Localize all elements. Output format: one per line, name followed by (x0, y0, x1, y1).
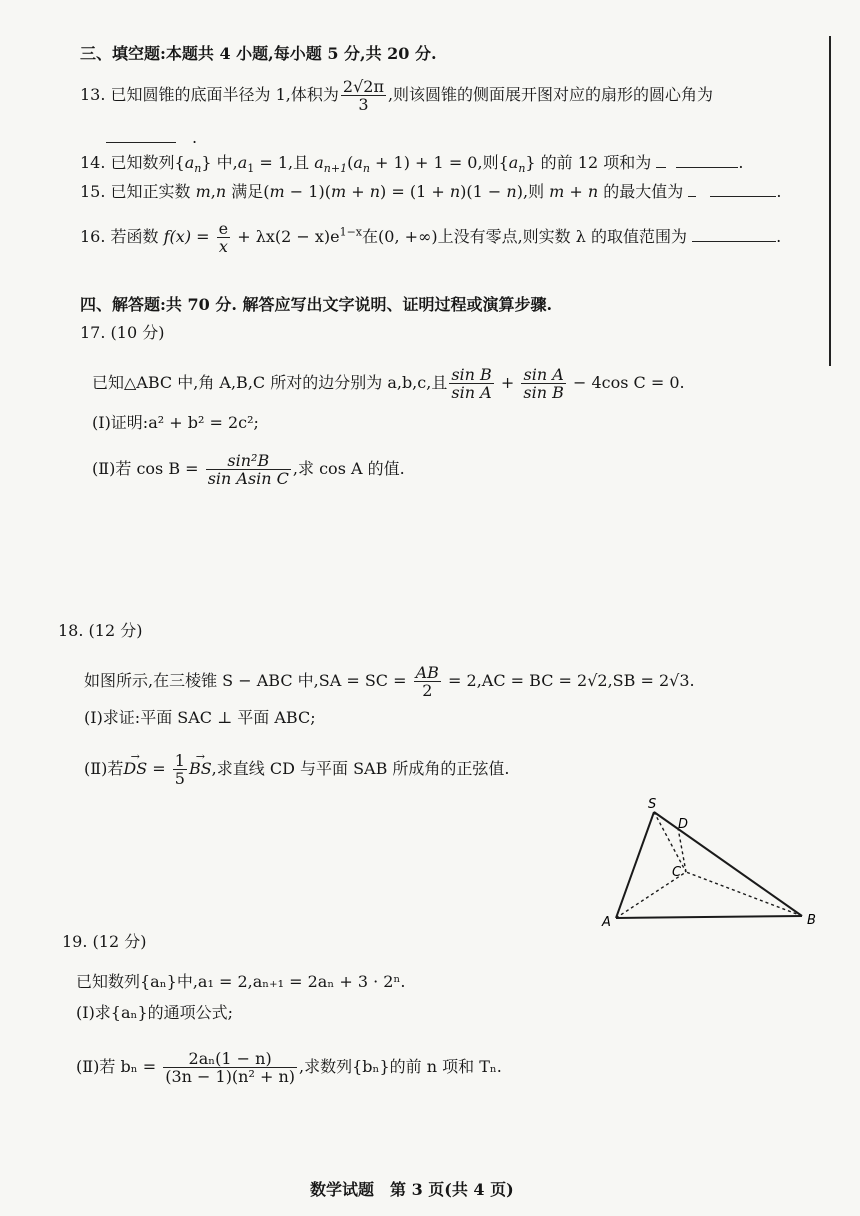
question-18-part1: (Ⅰ)求证:平面 SAC ⊥ 平面 ABC; (84, 708, 316, 727)
question-16: 16. 若函数 f(x) = $\frac{e}{x}$ + $\lambda x(2 - x)e^{1-x}$在(0, +∞)上没有零点,则实数 λ 的取值范围为 . (80, 219, 782, 256)
vertex-label-S: S (648, 797, 657, 812)
edge-SB (654, 812, 802, 916)
question-18-stem: 如图所示,在三棱锥 S − ABC 中,SA = SC = $\frac{AB}{2}$ = 2,AC = BC = 2√2,SB = 2√3. (84, 663, 695, 700)
question-19-part2: (Ⅱ)若 bₙ = $\frac{\text{2aₙ(1 − n)}}{\text{(3n − 1)(n² + n)}}$ ,求数列{bₙ}的前 n 项和 Tₙ. (76, 1049, 502, 1086)
vertex-label-B: B (807, 913, 816, 928)
question-19-stem: 已知数列{aₙ}中,a₁ = 2,aₙ₊₁ = 2aₙ + 3 · 2ⁿ. (76, 972, 406, 991)
question-18-title: 18. (12 分) (58, 621, 143, 640)
bn-fraction: $\frac{\text{2aₙ(1 − n)}}{\text{(3n − 1)(n² + n)}}$ (165, 1049, 296, 1086)
sinB-over-sinA: $\frac{\text{sin B}}{\text{sin A}}$ (451, 365, 492, 402)
question-17-part2: (Ⅱ)若 cos B = $\frac{\text{sin²B}}{\text{sin Asin C}}$ ,求 cos A 的值. (92, 451, 405, 488)
e-over-x-fraction: $\frac{e}{x}$ (218, 219, 229, 256)
question-13: 13. 已知圆锥的底面半径为 1,体积为 $\frac{2√2\pi}{3}$ ,则该圆锥的侧面展开图对应的扇形的圆心角为 (80, 77, 714, 114)
tetrahedron-figure (596, 794, 830, 934)
answer-blank-14[interactable] (676, 153, 738, 168)
answer-blank-16[interactable] (692, 227, 776, 242)
page-footer: 数学试题 第 3 页(共 4 页) (310, 1180, 514, 1199)
section-heading-4: 四、解答题:共 70 分. 解答应写出文字说明、证明过程或演算步骤. (80, 295, 553, 314)
AB-over-2: $\frac{AB}{2}$ (415, 663, 439, 700)
vertex-label-C: C (672, 865, 682, 880)
sinA-over-sinB: $\frac{\text{sin A}}{\text{sin B}}$ (523, 365, 564, 402)
vector-DS: → DS (123, 759, 147, 779)
edge-SA (616, 812, 654, 918)
question-19-part1: (Ⅰ)求{aₙ}的通项公式; (76, 1003, 234, 1022)
one-fifth-fraction: $\frac{1}{5}$ (174, 751, 185, 788)
margin-rule (829, 36, 831, 366)
answer-blank-13[interactable]: . (106, 128, 197, 148)
answer-blank-15[interactable] (710, 182, 776, 197)
question-14: 14. 已知数列$\{a_n\}$ 中$,a_1 = 1$,且 $a_{n+1}(a_n + 1) + 1 = 0$,则$\{a_n\}$ 的前 12 项和为 . (80, 153, 744, 176)
vertex-label-D: D (678, 817, 689, 832)
question-17-part1: (Ⅰ)证明:a² + b² = 2c²; (92, 413, 259, 432)
edge-AB (616, 916, 802, 918)
sin2B-fraction: $\frac{\text{sin²B}}{\text{sin Asin C}}$ (207, 451, 289, 488)
question-19-title: 19. (12 分) (62, 932, 147, 951)
vertex-label-A: A (602, 915, 611, 930)
vector-BS: → BS (189, 759, 212, 779)
volume-fraction: $\frac{2√2\pi}{3}$ (342, 77, 384, 114)
question-15: 15. 已知正实数 m,n 满足(m − 1)(m + n) = (1 + n)(1 − n),则 m + n 的最大值为 . (80, 182, 782, 201)
section-heading: 三、填空题:本题共 4 小题,每小题 5 分,共 20 分. (80, 44, 437, 63)
question-17-stem: 已知△ABC 中,角 A,B,C 所对的边分别为 a,b,c,且 $\frac{\text{sin B}}{\text{sin A}}$ + $\frac{\text{sin A}}{\text{sin B}}$ − 4cos C = 0. (92, 365, 685, 402)
edge-BC (686, 872, 802, 916)
question-18-part2: (Ⅱ)若→ DS = $\frac{1}{5}$ → BS,求直线 CD 与平面 SAB 所成角的正弦值. (84, 752, 510, 787)
question-17-title: 17. (10 分) (80, 323, 165, 342)
